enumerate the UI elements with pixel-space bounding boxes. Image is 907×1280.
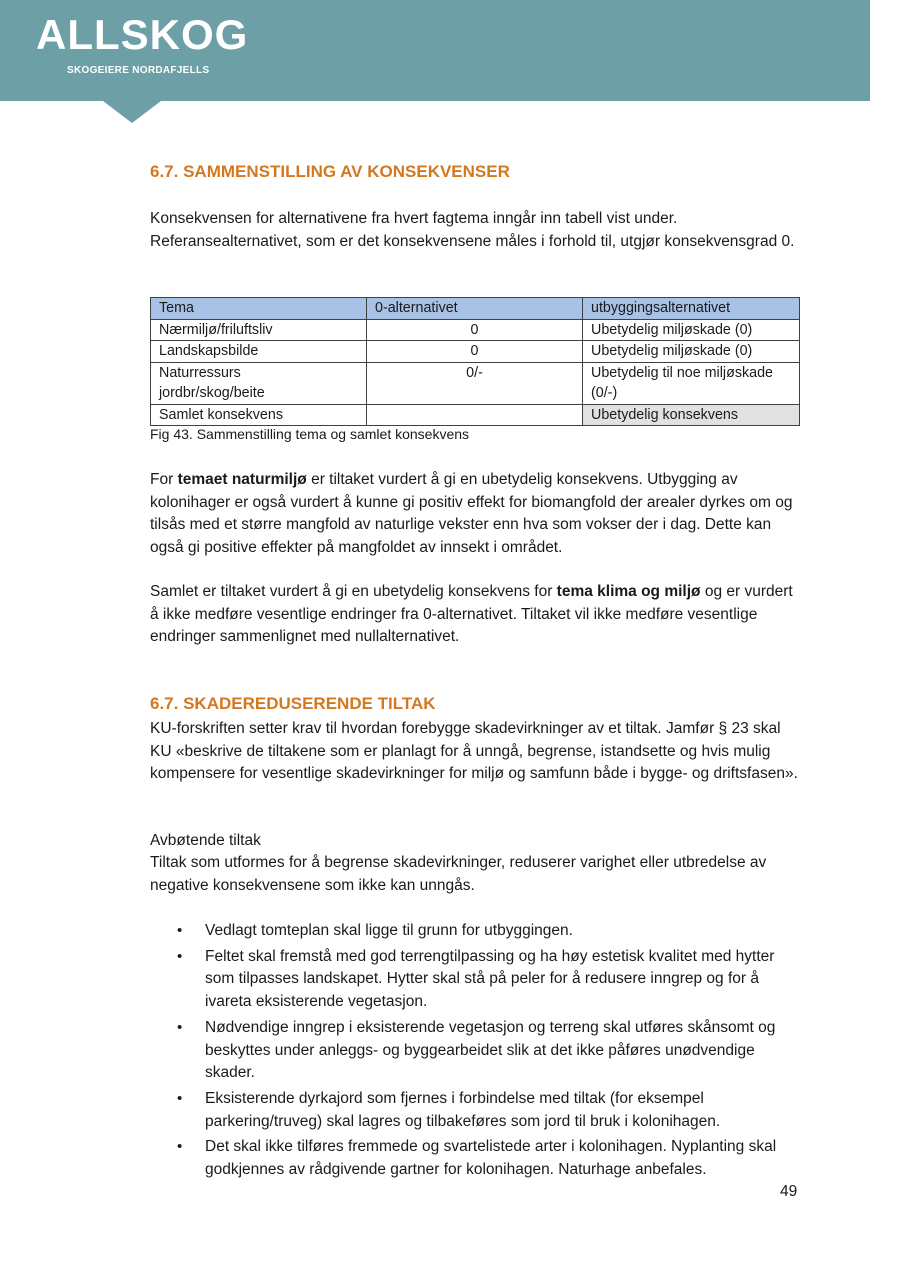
paragraph-naturmiljo: For temaet naturmiljø er tiltaket vurdert å gi en ubetydelig konsekvens. Utbygging av kolonihager er også vurdert å kunne gi positiv effekt for biomangfold der arealer dyrkes om og tilsås med et større mangfold av naturlige vekster enn hva som vokser der i dag. Dette kan også gi positive effekter på mangfoldet av innsekt i området. — [150, 471, 793, 557]
list-item: • Feltet skal fremstå med god terrengtilpassing og ha høy estetisk kvalitet med hytter som tilpasses landskapet. Hytter skal stå på peler for å redusere inngrep og for å ivareta eksisterende vegetasjon. — [177, 947, 775, 1011]
intro-paragraph: Konsekvensen for alternativene fra hvert fagtema inngår inn tabell vist under. Referansealternativet, som er det konsekvensene måles i forhold til, utgjør konsekvensgrad 0. — [150, 210, 795, 250]
page-number: 49 — [780, 1183, 798, 1200]
list-item: • Vedlagt tomteplan skal ligge til grunn for utbyggingen. — [150, 920, 805, 943]
table-cell: 0 — [367, 319, 583, 341]
table-cell: Nærmiljø/friluftsliv — [151, 319, 367, 341]
table-cell: 0 — [367, 341, 583, 363]
table-header-cell: 0-alternativet — [367, 298, 583, 320]
table-row — [151, 362, 800, 404]
emphasis-klima-miljo: tema klima og miljø — [556, 583, 701, 600]
table-header-cell: Tema — [151, 298, 367, 320]
figure-caption: Fig 43. Sammenstilling tema og samlet konsekvens — [150, 426, 470, 442]
table-header-cell: utbyggingsalternativet — [583, 298, 800, 320]
list-item: • Nødvendige inngrep i eksisterende vegetasjon og terreng skal utføres skånsomt og beskyttes under anleggs- og byggearbeidet slik at det ikke påføres unødvendige skader. — [177, 1018, 776, 1082]
ku-paragraph: KU-forskriften setter krav til hvordan forebygge skadevirkninger av et tiltak. Jamfør § 23 skal KU «beskrive de tiltakene som er planlagt for å unngå, begrense, istandsette og hvis mulig kompensere for vesentlige skadevirkninger for miljø og samfunn både i bygge- og driftsfasen». — [150, 720, 798, 783]
table-row — [151, 341, 800, 363]
table-cell: Naturressurs jordbr/skog/beite — [151, 362, 367, 404]
table-cell-summary: Ubetydelig konsekvens — [583, 404, 800, 426]
list-item: • Eksisterende dyrkajord som fjernes i forbindelse med tiltak (for eksempel parkering/truveg) skal lagres og tilbakeføres som jord til bruk i kolonihagen. — [177, 1089, 721, 1130]
measures-list — [150, 920, 805, 1185]
bullet-icon: • — [177, 1138, 183, 1156]
paragraph-klima-miljo: Samlet er tiltaket vurdert å gi en ubetydelig konsekvens for tema klima og miljø og er vurdert å ikke medføre vesentlige endringer fra 0-alternativet. Tiltaket vil ikke medføre vesentlige endringer sammenlignet med nullalternativet. — [150, 583, 793, 646]
section-heading-konsekvenser: 6.7. SAMMENSTILLING AV KONSEKVENSER — [150, 162, 510, 181]
table-row — [151, 319, 800, 341]
bullet-icon: • — [177, 1089, 183, 1107]
logo-tagline: SKOGEIERE NORDAFJELLS — [67, 65, 210, 76]
table-header-row — [151, 298, 800, 320]
bullet-icon: • — [177, 1018, 183, 1036]
table-cell: Ubetydelig til noe miljøskade (0/-) — [583, 362, 800, 404]
consequence-table — [150, 297, 800, 426]
header-notch-decoration — [103, 101, 161, 123]
list-item: • Det skal ikke tilføres fremmede og svartelistede arter i kolonihagen. Nyplanting skal godkjennes av rådgivende gartner for kolonihagen. Naturhage anbefales. — [177, 1138, 777, 1179]
page-header-band — [0, 0, 870, 101]
table-cell: Samlet konsekvens — [151, 404, 367, 426]
bullet-icon: • — [177, 947, 183, 965]
table-cell: 0/- — [367, 362, 583, 404]
table-row — [151, 404, 800, 426]
table-cell: Ubetydelig miljøskade (0) — [583, 319, 800, 341]
section-heading-skadereduserende: 6.7. SKADEREDUSERENDE TILTAK — [150, 694, 436, 713]
avbotende-paragraph: Tiltak som utformes for å begrense skadevirkninger, reduserer varighet eller utbredelse av negative konsekvensene som ikke kan unngås. — [150, 854, 767, 894]
sub-heading-avbotende: Avbøtende tiltak — [150, 832, 261, 849]
emphasis-naturmiljo: temaet naturmiljø — [177, 471, 307, 488]
table-cell: Ubetydelig miljøskade (0) — [583, 341, 800, 363]
table-cell: Landskapsbilde — [151, 341, 367, 363]
table-cell — [367, 404, 583, 426]
logo-wordmark: ALLSKOG — [36, 11, 249, 58]
bullet-icon: • — [177, 922, 183, 939]
